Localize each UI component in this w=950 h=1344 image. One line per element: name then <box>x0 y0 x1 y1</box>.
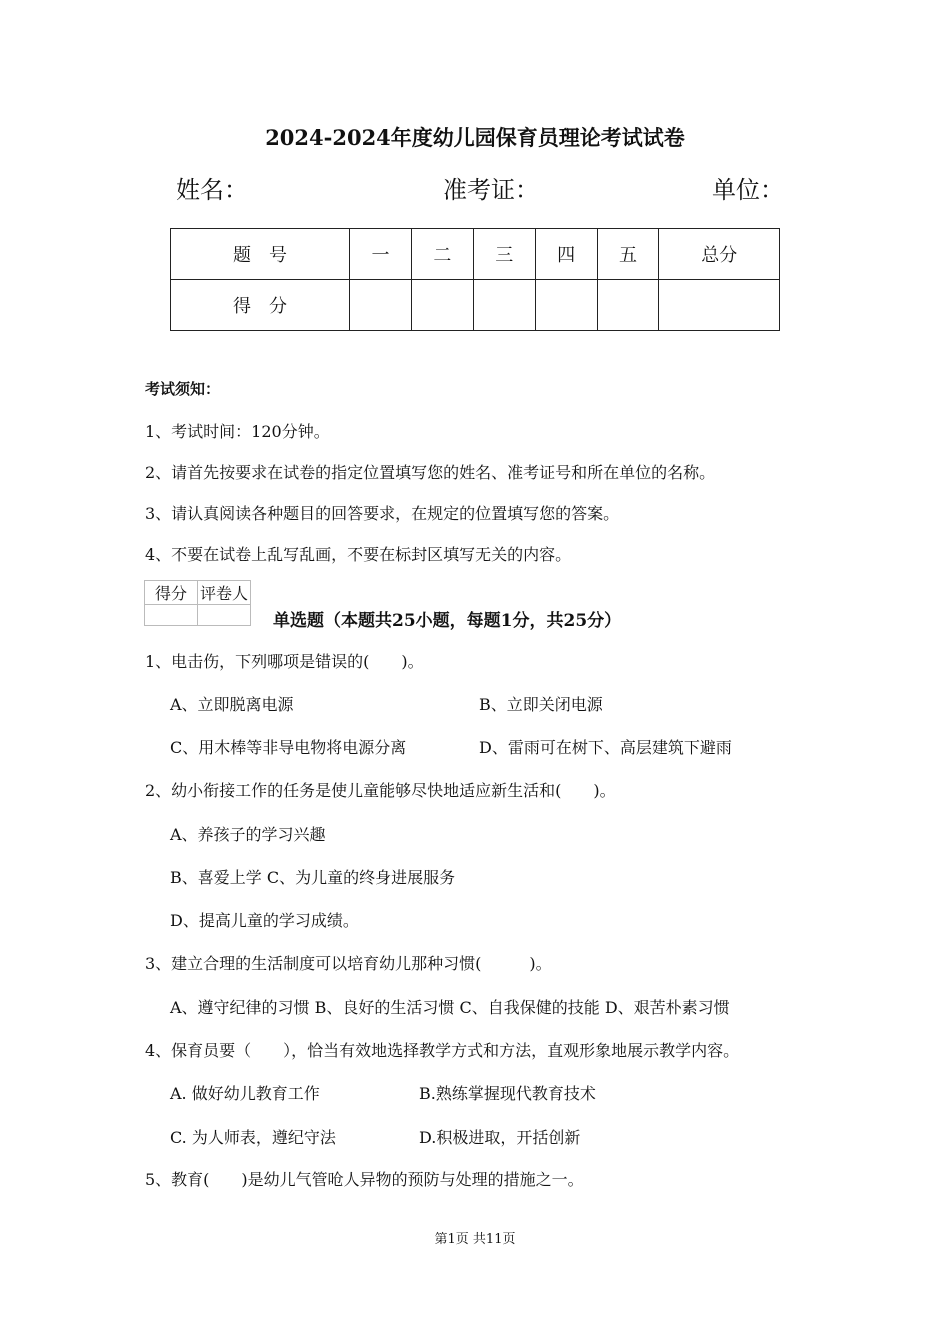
score-table-cell: 一 <box>350 229 412 280</box>
score-table <box>170 228 780 331</box>
score-input-cell[interactable] <box>350 280 412 331</box>
option-a: A. 做好幼儿教育工作 <box>170 1084 320 1103</box>
notice-item: 4、不要在试卷上乱写乱画，不要在标封区填写无关的内容。 <box>145 545 572 564</box>
option-a: A、养孩子的学习兴趣 <box>170 825 326 844</box>
score-table-cell: 总分 <box>659 229 780 280</box>
option-a: A、立即脱离电源 <box>170 695 294 714</box>
section-title: 单选题（本题共25小题，每题1分，共25分） <box>273 611 622 631</box>
unit-label: 单位： <box>712 176 784 204</box>
grader-reviewer-label: 评卷人 <box>198 581 251 605</box>
page-footer: 第1页 共11页 <box>434 1232 516 1247</box>
question-stem: 3、建立合理的生活制度可以培育幼儿那种习惯( )。 <box>145 954 552 973</box>
question-stem: 2、幼小衔接工作的任务是使儿童能够尽快地适应新生活和( )。 <box>145 781 616 800</box>
score-table-cell: 三 <box>473 229 535 280</box>
option-b: B、立即关闭电源 <box>479 695 603 714</box>
score-input-cell[interactable] <box>659 280 780 331</box>
score-table-cell: 得 分 <box>171 280 350 331</box>
option-b: B.熟练掌握现代教育技术 <box>419 1084 596 1103</box>
question-stem: 1、电击伤，下列哪项是错误的( )。 <box>145 652 424 671</box>
grader-score-cell[interactable] <box>145 605 198 626</box>
ticket-label: 准考证： <box>443 176 539 204</box>
score-input-cell[interactable] <box>597 280 659 331</box>
score-input-cell[interactable] <box>473 280 535 331</box>
name-label: 姓名： <box>176 176 248 204</box>
option-d: D、提高儿童的学习成绩。 <box>170 911 359 930</box>
notice-item: 3、请认真阅读各种题目的回答要求，在规定的位置填写您的答案。 <box>145 504 620 523</box>
notice-item: 2、请首先按要求在试卷的指定位置填写您的姓名、准考证号和所在单位的名称。 <box>145 463 716 482</box>
grader-box <box>144 580 251 626</box>
option-bc: B、喜爱上学 C、为儿童的终身进展服务 <box>170 868 456 887</box>
page-title: 2024-2024年度幼儿园保育员理论考试试卷 <box>265 125 685 150</box>
score-table-score-row <box>171 280 780 331</box>
option-d: D、雷雨可在树下、高层建筑下避雨 <box>479 738 732 757</box>
question-stem: 5、教育( )是幼儿气管呛人异物的预防与处理的措施之一。 <box>145 1170 584 1189</box>
grader-reviewer-cell[interactable] <box>198 605 251 626</box>
score-table-cell: 题 号 <box>171 229 350 280</box>
notice-heading: 考试须知： <box>145 380 221 398</box>
score-table-cell: 四 <box>535 229 597 280</box>
options-line: A、遵守纪律的习惯 B、良好的生活习惯 C、自我保健的技能 D、艰苦朴素习惯 <box>170 998 730 1017</box>
score-table-header-row <box>171 229 780 280</box>
option-c: C. 为人师表，遵纪守法 <box>170 1128 336 1147</box>
score-input-cell[interactable] <box>535 280 597 331</box>
option-d: D.积极进取，开括创新 <box>419 1128 581 1147</box>
score-table-cell: 二 <box>411 229 473 280</box>
option-c: C、用木棒等非导电物将电源分离 <box>170 738 407 757</box>
score-table-cell: 五 <box>597 229 659 280</box>
score-input-cell[interactable] <box>411 280 473 331</box>
grader-score-label: 得分 <box>145 581 198 605</box>
question-stem: 4、保育员要（ ），恰当有效地选择教学方式和方法，直观形象地展示教学内容。 <box>145 1041 740 1060</box>
notice-item: 1、考试时间：120分钟。 <box>145 422 330 441</box>
